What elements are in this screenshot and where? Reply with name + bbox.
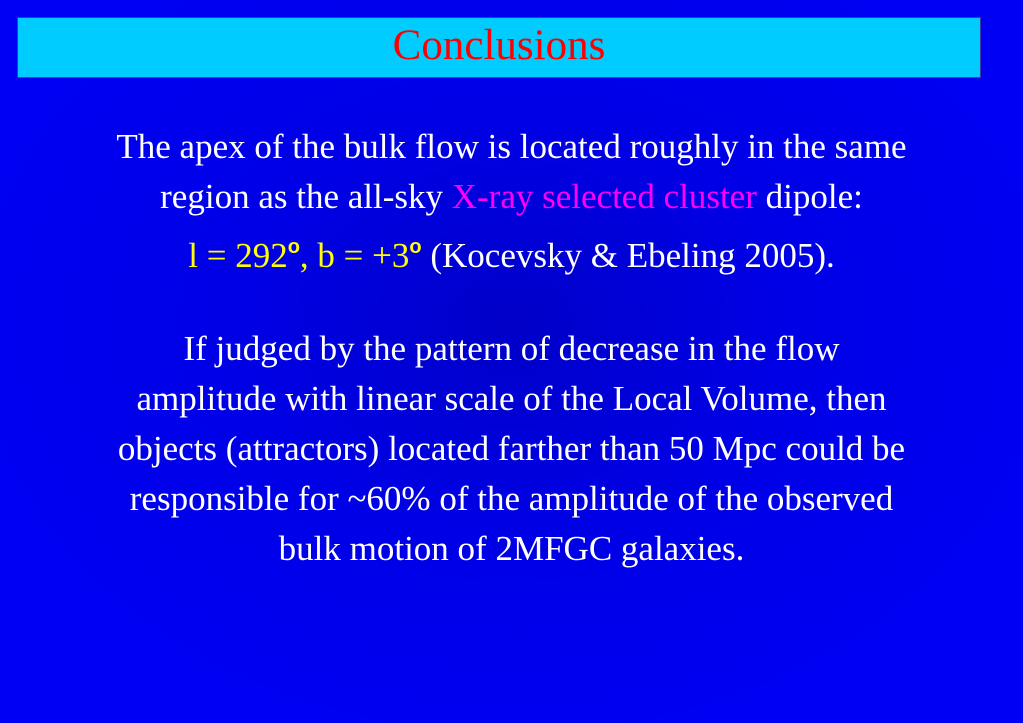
text-line: If judged by the pattern of decrease in the flow: [183, 329, 840, 368]
text-line: bulk motion of 2MFGC galaxies.: [278, 529, 745, 568]
citation: (Kocevsky & Ebeling 2005).: [421, 236, 835, 275]
text-line: objects (attractors) located farther than 50 Mpc could be: [117, 429, 906, 468]
text-segment: region as the all-sky: [160, 177, 452, 216]
degree-symbol: o: [409, 236, 422, 258]
text-segment: dipole:: [756, 177, 863, 216]
coordinate-b: , b = +3: [299, 236, 410, 275]
slide-title: Conclusions: [392, 22, 606, 69]
text-line: [0, 222, 1023, 281]
title-bar: [17, 17, 981, 78]
text-line: amplitude with linear scale of the Local Volume, then: [136, 379, 887, 418]
highlight-xray-cluster: X-ray selected cluster: [451, 177, 757, 216]
degree-symbol: o: [287, 236, 300, 258]
coordinate-l: l = 292: [188, 236, 288, 275]
paragraph-flow-amplitude: [0, 324, 1023, 574]
paragraph-bulk-flow-apex: [0, 122, 1023, 281]
text-line: responsible for ~60% of the amplitude of the observed: [129, 479, 894, 518]
text-line: The apex of the bulk flow is located roughly in the same: [116, 127, 907, 166]
text-line: [0, 172, 1023, 222]
